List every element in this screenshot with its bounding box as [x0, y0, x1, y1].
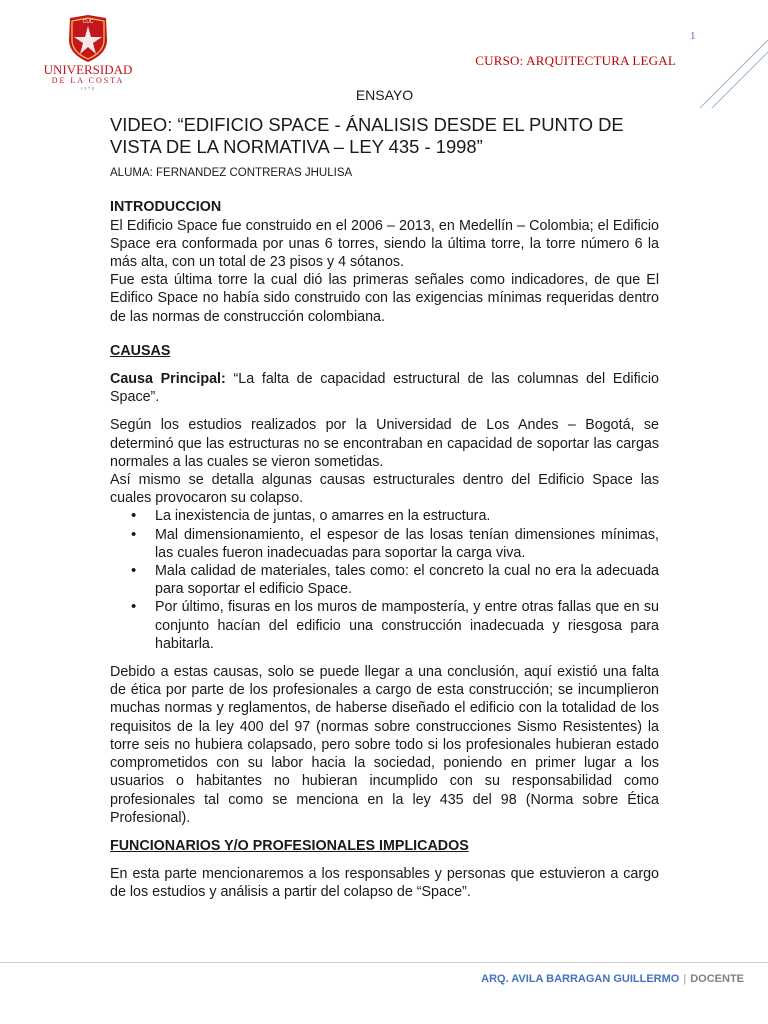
intro-heading: INTRODUCCION [110, 199, 222, 216]
list-item: • Mala calidad de materiales, tales como: el concreto la cual no era la adecuada para soportar el edificio Space. [155, 562, 659, 598]
logo-subname: DE LA COSTA [51, 76, 125, 85]
list-item: • Por último, fisuras en los muros de mampostería, y entre otras fallas que en su conjunto hacían del edificio una construcción inadecuada y riesgosa para habitarla. [155, 598, 659, 653]
page-number: 1 [690, 30, 696, 42]
footer-separator: | [683, 973, 687, 985]
causa-principal-text: “La falta de capacidad estructural de las columnas del Edificio Space”. [110, 371, 659, 406]
causas-bullet-list [110, 507, 659, 653]
intro-paragraph-1: El Edificio Space fue construido en el 2006 – 2013, en Medellín – Colombia; el Edificio Space era conformada por unas 6 torres, siendo la última torre, la torre número 6 la más alta, con un total de 23 pisos y 4 sótanos. [110, 217, 659, 271]
document-author: ALUMA: FERNANDEZ CONTRERAS JHULISA [110, 167, 353, 180]
course-label: CURSO: [475, 53, 524, 68]
funcionarios-paragraph-1: En esta parte mencionaremos a los responsables y personas que estuvieron a cargo de los estudios y análisis a partir del colapso de “Space”. [110, 866, 659, 901]
causas-paragraph-2: Así mismo se detalla algunas causas estructurales dentro del Edificio Space las cuales provocaron su colapso. [110, 472, 659, 507]
causas-heading: CAUSAS [110, 342, 171, 359]
logo-year: 1970 [80, 86, 96, 91]
footer-role: DOCENTE [690, 973, 744, 985]
causa-principal-label: Causa Principal: [110, 371, 226, 388]
page-corner-decoration [700, 40, 768, 108]
funcionarios-heading: FUNCIONARIOS Y/O PROFESIONALES IMPLICADOS [110, 837, 469, 854]
document-kind: ENSAYO [355, 87, 414, 103]
logo-name: UNIVERSIDAD [43, 62, 133, 77]
document-title: VIDEO: “EDIFICIO SPACE - ÁNALISIS DESDE EL PUNTO DE VISTA DE LA NORMATIVA – LEY 435 - 1998” [110, 114, 624, 158]
logo-badge-text: CUC [82, 19, 94, 25]
intro-paragraph-2: Fue esta última torre la cual dió las primeras señales como indicadores, de que El Edifico Space no había sido construido con las exigencias mínimas requeridas dentro de las normas de construcción colombiana. [110, 272, 659, 325]
course-value: ARQUITECTURA LEGAL [526, 53, 676, 68]
footer-author: ARQ. AVILA BARRAGAN GUILLERMO [481, 973, 680, 985]
page-footer [481, 973, 744, 985]
university-logo [38, 12, 138, 92]
causas-paragraph-1: Según los estudios realizados por la Universidad de Los Andes – Bogotá, se determinó que las estructuras no se encontraban en capacidad de soportar las cargas normales a las cuales se vieron sometidas. [110, 417, 659, 470]
causas-conclusion: Debido a estas causas, solo se puede llegar a una conclusión, aquí existió una falta de ética por parte de los profesionales a cargo de esta construcción; se incumplieron muchas normas y reglamentos, de haberse diseñado el edificio con la totalidad de los requisitos de la ley 400 del 97 (normas sobre construcciones Sismo Resistentes) la torre seis no hubiera colapsado, pero sobre todo si los profesionales hubieran estado comprometidos con su labor hacia la sociedad, poniendo en primer lugar a los usuarios o habitantes no hubieran incumplido con su responsabilidad como profesionales tal como se menciona en la ley 435 del 98 (Norma sobre Ética Profesional). [110, 664, 659, 826]
footer-divider [0, 962, 768, 963]
list-item: • Mal dimensionamiento, el espesor de las losas tenían dimensiones mínimas, las cuales fueron inadecuadas para soportar la carga viva. [155, 526, 659, 562]
document-body [110, 82, 659, 902]
list-item: • La inexistencia de juntas, o amarres en la estructura. [155, 507, 659, 525]
course-header [475, 53, 676, 69]
causa-principal [110, 370, 659, 406]
